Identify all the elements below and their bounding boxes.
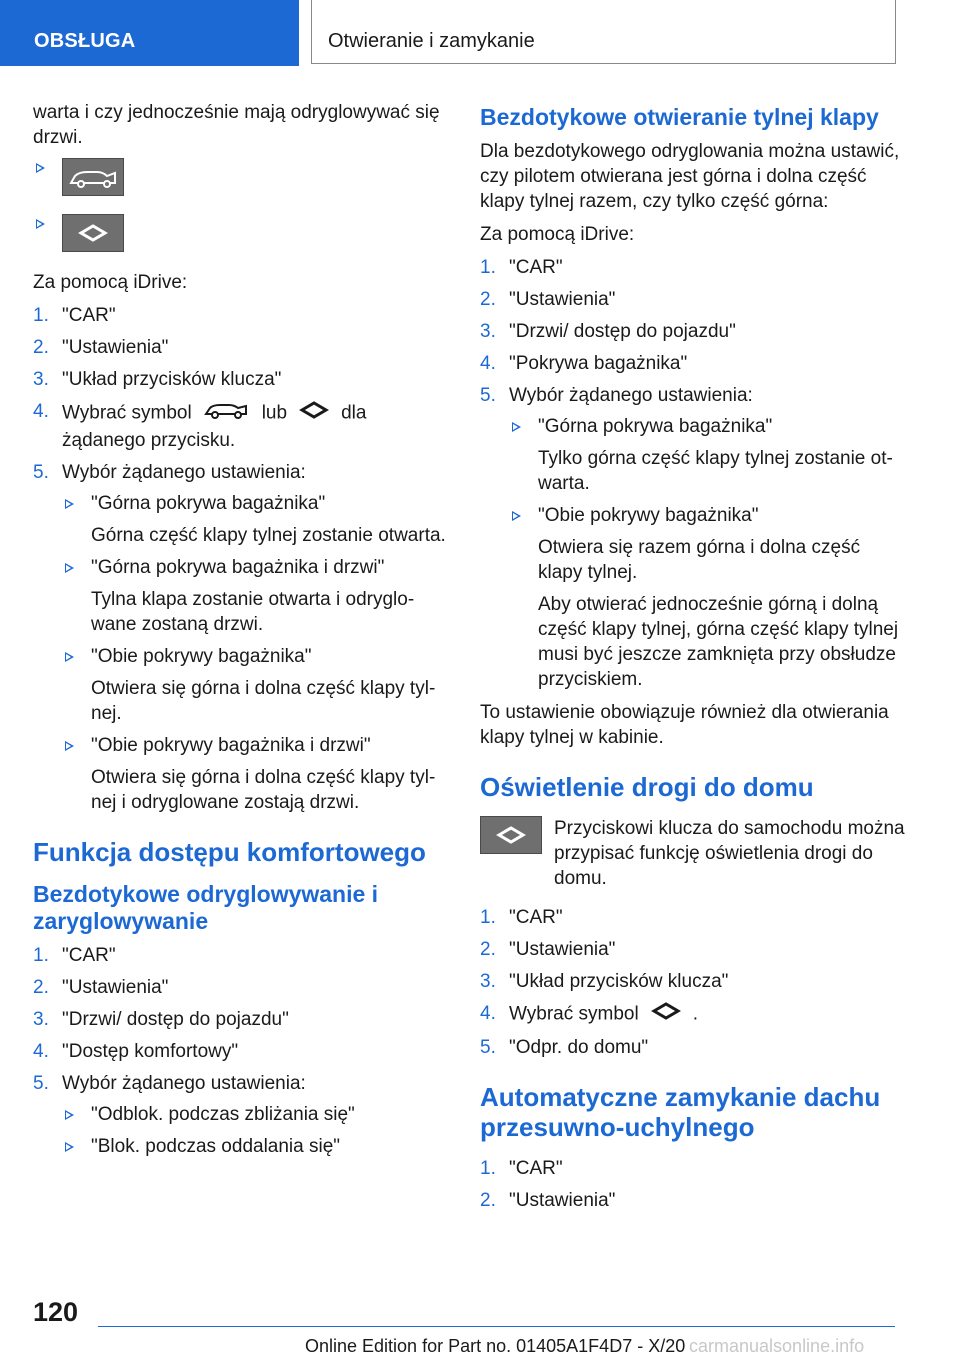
list-item: 1. "CAR" [480, 1158, 563, 1179]
watermark: carmanualsonline.info [689, 1336, 865, 1356]
home-intro-block [480, 816, 905, 891]
list-item: 5. "Odpr. do domu" [480, 1037, 649, 1058]
list-item: 2. "Ustawienia" [480, 289, 616, 310]
key-button-icon [480, 816, 542, 854]
list-item: 2. "Ustawienia" [480, 939, 616, 960]
triangle-bullet-icon [512, 511, 521, 521]
triangle-bullet-icon [65, 1110, 74, 1120]
comfort-access-heading: Funkcja dostępu komfortowego [33, 837, 426, 867]
option-item: "Odblok. podczas zbliżania się" [62, 1102, 453, 1127]
car-icon-row [33, 158, 453, 198]
option-item: "Obie pokrywy bagażnika i drzwi" Otwiera się górna i dolna część klapy tylnej i odryglowane zostają drzwi. [62, 733, 453, 815]
tailgate-heading: Bezdotykowe otwieranie tylnej klapy [480, 104, 879, 130]
list-item: 5. Wybór żądanego ustawienia: "Górna pokrywa bagażnika" Górna część klapy tylnej zostanie otwarta. "Górna pokrywa bagażnika i drzwi" Tylna klapa zostanie otwarta i odryglowane zostaną drzwi. "Obie pokrywy bagażnika" Otwiera się górna i dolna część klapy tylnej. "Obie pokrywy bagażnika i drzwi" Otwiera się górna i dolna część klapy tylnej i odryglowane zostają drzwi. [33, 460, 453, 815]
list-item: 3. "Układ przycisków klucza" [33, 369, 282, 390]
comfort-steps-list [33, 943, 453, 1159]
chapter-title: Otwieranie i zamykanie [311, 0, 896, 64]
keyless-lock-heading: Bezdotykowe odryglowywanie i zaryglowywanie [33, 881, 379, 934]
triangle-bullet-icon [36, 163, 45, 173]
triangle-bullet-icon [65, 652, 74, 662]
options-list [62, 491, 453, 815]
diamond-symbol-icon [297, 400, 331, 427]
option-item: "Górna pokrywa bagażnika" Górna część klapy tylnej zostanie otwarta. [62, 491, 453, 548]
list-item: 2. "Ustawienia" [33, 977, 169, 998]
diamond-icon-row [33, 214, 453, 254]
list-item: 3. "Drzwi/ dostęp do pojazdu" [480, 321, 736, 342]
list-item: 1. "CAR" [480, 907, 563, 928]
car-tailgate-icon [62, 158, 124, 196]
list-item: 4. "Pokrywa bagażnika" [480, 353, 688, 374]
list-item: 3. "Drzwi/ dostęp do pojazdu" [33, 1009, 289, 1030]
tailgate-note: To ustawienie obowiązuje również dla otwierania klapy tylnej w kabinie. [480, 702, 889, 748]
right-column [480, 100, 905, 1221]
tailgate-options-list [509, 414, 905, 692]
page-number: 120 [33, 1297, 79, 1327]
follow-me-home-heading: Oświetlenie drogi do domu [480, 772, 814, 802]
list-item: 4. Wybrać symbol lub dla żądanego przycisku. [33, 401, 367, 451]
tailgate-steps-list [480, 255, 905, 692]
triangle-bullet-icon [65, 1142, 74, 1152]
steps-list [33, 303, 453, 815]
list-item: 1. "CAR" [33, 305, 116, 326]
list-item: 3. "Układ przycisków klucza" [480, 971, 729, 992]
option-item: "Obie pokrywy bagażnika" Otwiera się razem górna i dolna część klapy tylnej. Aby otwierać jednocześnie górną i dolną część klapy tylnej, górna część klapy tylnej musi być jeszcze zamknięta przy obsłudze przyciskiem. [509, 503, 905, 692]
tailgate-intro: Dla bezdotykowego odryglowania można ustawić, czy pilotem otwierana jest górna i dolna część klapy tylnej razem, czy tylko część górna: [480, 141, 900, 212]
home-steps-list [480, 905, 905, 1060]
triangle-bullet-icon [65, 499, 74, 509]
section-tab: OBSŁUGA [0, 0, 299, 66]
list-item: 1. "CAR" [33, 945, 116, 966]
option-item: "Obie pokrywy bagażnika" Otwiera się górna i dolna część klapy tylnej. [62, 644, 453, 726]
sunroof-steps-list [480, 1156, 905, 1213]
list-item: 2. "Ustawienia" [33, 337, 169, 358]
home-intro-text: Przyciskowi klucza do samochodu można przypisać funkcję oświetlenia drogi do domu. [554, 818, 905, 889]
edition-text: Online Edition for Part no. 01405A1F4D7 - X/20 [305, 1336, 686, 1356]
list-item: 4. Wybrać symbol . [480, 1001, 905, 1028]
triangle-bullet-icon [36, 219, 45, 229]
sunroof-heading: Automatyczne zamykanie dachu przesuwno-uchylnego [480, 1082, 881, 1142]
comfort-options-list [62, 1102, 453, 1159]
triangle-bullet-icon [512, 422, 521, 432]
idrive-label: Za pomocą iDrive: [33, 272, 188, 293]
option-item: "Górna pokrywa bagażnika i drzwi" Tylna klapa zostanie otwarta i odryglowane zostaną drzwi. [62, 555, 453, 637]
triangle-bullet-icon [65, 741, 74, 751]
idrive-label: Za pomocą iDrive: [480, 224, 635, 245]
list-item: 5. Wybór żądanego ustawienia: "Górna pokrywa bagażnika" Tylko górna część klapy tylnej zostanie otwarta. "Obie pokrywy bagażnika" Otwiera się razem górna i dolna część klapy tylnej. Aby otwierać jednocześnie górną i dolną część klapy tylnej, górna część klapy tylnej musi być jeszcze zamknięta przy obsłudze przyciskiem. [480, 383, 905, 692]
footer-divider [98, 1326, 895, 1327]
list-item: 5. Wybór żądanego ustawienia: "Odblok. podczas zbliżania się" "Blok. podczas oddalania się" [33, 1071, 453, 1159]
triangle-bullet-icon [65, 563, 74, 573]
key-button-icon [62, 214, 124, 252]
list-item: 1. "CAR" [480, 257, 563, 278]
option-item: "Blok. podczas oddalania się" [62, 1134, 453, 1159]
option-item: "Górna pokrywa bagażnika" Tylko górna część klapy tylnej zostanie otwarta. [509, 414, 905, 496]
car-symbol-icon [202, 399, 252, 428]
intro-text: warta i czy jednocześnie mają odryglowywać się drzwi. [33, 102, 440, 148]
list-item: 2. "Ustawienia" [480, 1190, 616, 1211]
diamond-symbol-icon [649, 1001, 683, 1028]
left-column [33, 100, 453, 1167]
list-item: 4. "Dostęp komfortowy" [33, 1041, 239, 1062]
